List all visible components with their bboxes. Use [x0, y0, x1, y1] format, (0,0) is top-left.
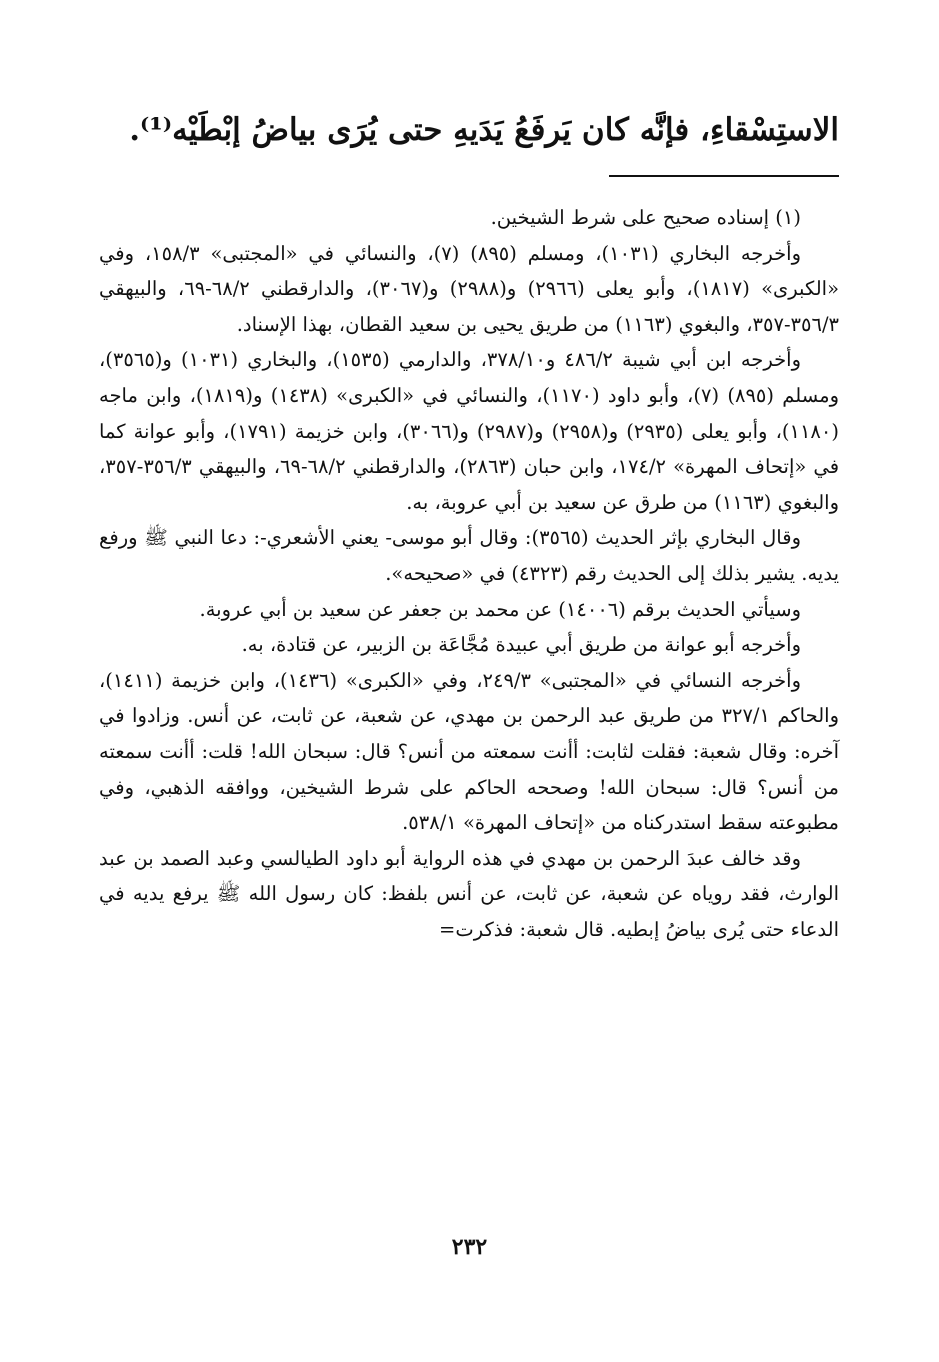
page-number: ٢٣٢	[451, 1234, 488, 1260]
main-text-line: الاستِسْقاءِ، فإنَّه كان يَرفَعُ يَدَيهِ حتى يُرَى بياضُ إبْطَيْه⁽¹⁾.	[129, 112, 839, 148]
footnote-paragraph: وقد خالف عبدَ الرحمن بن مهدي في هذه الرواية أبو داود الطيالسي وعبد الصمد بن عبد الوارث، فقد روياه عن شعبة، عن ثابت، عن أنس بلفظ: كان رسول الله ﷺ يرفع يديه في الدعاء حتى يُرى بياضُ إبطيه. قال شعبة: فذكرت=	[99, 846, 839, 941]
footnote-paragraph: وأخرجه النسائي في «المجتبى» ٢٤٩/٣، وفي «الكبرى» (١٤٣٦)، وابن خزيمة (١٤١١)، والحاكم ٣٢٧/١ من طريق عبد الرحمن بن مهدي، عن شعبة، عن ثابت، عن أنس. وزادوا في آخره: وقال شعبة: فقلت لثابت: أأنت سمعته من أنس؟ قال: سبحان الله! قلت: أأنت سمعته من أنس؟ قال: سبحان الله! وصححه الحاكم على شرط الشيخين، ووافقه الذهبي، وفي مطبوعته سقط استدركناه من «إتحاف المهرة» ٥٣٨/١.	[99, 668, 839, 835]
footnote-paragraph: وأخرجه أبو عوانة من طريق أبي عبيدة مُجَّاعَة بن الزبير، عن قتادة، به.	[241, 633, 801, 657]
footnote-paragraph: وأخرجه البخاري (١٠٣١)، ومسلم (٨٩٥) (٧)، والنسائي في «المجتبى» ١٥٨/٣، وفي «الكبرى» (١٨١٧)، وأبو يعلى (٢٩٦٦) و(٢٩٨٨) و(٣٠٦٧)، والدارقطني ٦٨/٢-٦٩، والبيهقي ٣٥٦/٣-٣٥٧، والبغوي (١١٦٣) من طريق يحيى بن سعيد القطان، بهذا الإسناد.	[99, 241, 839, 336]
footnote-paragraph: وسيأتي الحديث برقم (١٤٠٠٦) عن محمد بن جعفر عن سعيد بن أبي عروبة.	[199, 597, 801, 621]
footnote-paragraph: وقال البخاري بإثر الحديث (٣٥٦٥): وقال أبو موسى- يعني الأشعري-: دعا النبي ﷺ ورفع يديه. يشير بذلك إلى الحديث رقم (٤٣٢٣) في «صحيحه».	[99, 526, 839, 585]
footnote-paragraph: وأخرجه ابن أبي شيبة ٤٨٦/٢ و٣٧٨/١٠، والدارمي (١٥٣٥)، والبخاري (١٠٣١) و(٣٥٦٥)، ومسلم (٨٩٥) (٧)، وأبو داود (١١٧٠)، والنسائي في «الكبرى» (١٤٣٨) و(١٨١٩)، وابن ماجه (١١٨٠)، وأبو يعلى (٢٩٣٥) و(٢٩٥٨) و(٢٩٨٧) و(٣٠٦٦)، وابن خزيمة (١٧٩١)، وأبو عوانة كما في «إتحاف المهرة» ١٧٤/٢، وابن حبان (٢٨٦٣)، والدارقطني ٦٨/٢-٦٩، والبيهقي ٣٥٦/٣-٣٥٧، والبغوي (١١٦٣) من طرق عن سعيد بن أبي عروبة، به.	[99, 348, 840, 514]
footnote-divider	[609, 175, 839, 177]
footnote-paragraph: (١) إسناده صحيح على شرط الشيخين.	[490, 206, 801, 229]
footnotes-section	[99, 200, 839, 947]
